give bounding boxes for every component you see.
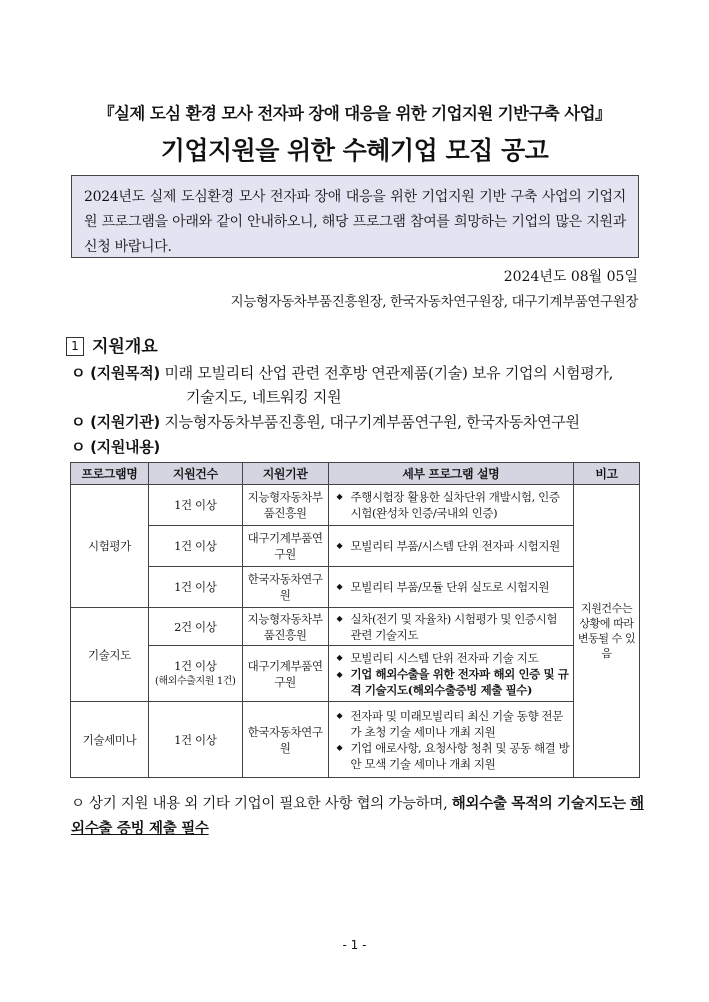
desc-cell [328, 567, 574, 608]
issuer-list: 지능형자동차부품진흥원장, 한국자동차연구원장, 대구기계부품연구원장 [230, 294, 638, 310]
desc-item: ◆ 모빌리티 부품/시스템 단위 전자파 시험지원 [351, 538, 571, 554]
table-row [71, 567, 640, 608]
closing-text: 상기 지원 내용 외 기타 기업이 필요한 사항 협의 가능하며, [89, 796, 448, 812]
page-title: 기업지원을 위한 수혜기업 모집 공고 [160, 136, 549, 165]
count-cell: 1건 이상 [148, 526, 242, 567]
closing-bold: 해외수출 목적의 기술지도는 [451, 796, 626, 812]
header-remark: 비고 [574, 463, 640, 485]
intro-box: 2024년도 실제 도심환경 모사 전자파 장애 대응을 위한 기업지원 기반 구축 사업의 기업지원 프로그램을 아래와 같이 안내하오니, 해당 프로그램 참여를 희망하는 기업의 많은 지원과 신청 바랍니다. [71, 175, 639, 258]
program-cell: 시험평가 [71, 485, 149, 608]
table-row [71, 608, 640, 646]
content-label: ㅇ (지원내용) [71, 438, 160, 456]
support-table [70, 462, 640, 778]
desc-item: ◆ 모빌리티 부품/모듈 단위 실도로 시험지원 [351, 579, 571, 595]
desc-item: ◆ 실차(전기 및 자율차) 시험평가 및 인증시험 관련 기술지도 [351, 611, 571, 643]
desc-item: ◆ 전자파 및 미래모빌리티 최신 기술 동향 전문가 초청 기술 세미나 개최 지원 [351, 708, 571, 740]
agency-label: ㅇ (지원기관) [71, 413, 160, 431]
purpose-label: ㅇ (지원목적) [71, 364, 160, 382]
page-number: - 1 - [342, 938, 367, 952]
count-note: (해외수출지원 1건) [154, 675, 236, 687]
announcement-date: 2024년도 08월 05일 [503, 269, 638, 285]
closing-note [71, 792, 651, 842]
purpose-text: 미래 모빌리티 산업 관련 전후방 연관제품(기술) 보유 기업의 시험평가, [164, 364, 614, 382]
table-row [71, 702, 640, 778]
desc-cell [328, 526, 574, 567]
agency-cell: 한국자동차연구원 [242, 702, 328, 778]
desc-cell [328, 646, 574, 702]
desc-cell [328, 608, 574, 646]
count-cell: 2건 이상 [148, 608, 242, 646]
desc-item: ◆ 주행시험장 활용한 실차단위 개발시험, 인증시험(완성차 인증/국내외 인증) [351, 489, 571, 521]
count-value: 1건 이상 [174, 658, 217, 673]
content-line [71, 436, 160, 457]
program-subtitle: 『실제 도심 환경 모사 전자파 장애 대응을 위한 기업지원 기반구축 사업』 [98, 104, 611, 123]
desc-cell [328, 702, 574, 778]
closing-required: 해외수출 증빙 제출 필수 [71, 796, 644, 837]
table-row [71, 526, 640, 567]
header-program: 프로그램명 [71, 463, 149, 485]
section-heading [66, 332, 158, 357]
agency-text: 지능형자동차부품진흥원, 대구기계부품연구원, 한국자동차연구원 [164, 413, 580, 431]
desc-item: ◆ 기업 애로사항, 요청사항 청취 및 공동 해결 방안 모색 기술 세미나 개최 지원 [351, 740, 571, 772]
agency-cell: 지능형자동차부품진흥원 [242, 608, 328, 646]
remark-cell: 지원건수는 상황에 따라 변동될 수 있음 [574, 485, 640, 778]
agency-cell: 대구기계부품연구원 [242, 526, 328, 567]
table-row [71, 646, 640, 702]
section-title: 지원개요 [92, 337, 158, 357]
agency-cell: 지능형자동차부품진흥원 [242, 485, 328, 526]
desc-item: ◆ 모빌리티 시스템 단위 전자파 기술 지도 [351, 650, 571, 666]
count-cell: 1건 이상 [148, 702, 242, 778]
agency-cell: 한국자동차연구원 [242, 567, 328, 608]
table-row [71, 485, 640, 526]
count-cell: 1건 이상 [148, 567, 242, 608]
program-cell: 기술세미나 [71, 702, 149, 778]
table-header-row [71, 463, 640, 485]
header-count: 지원건수 [148, 463, 242, 485]
program-cell: 기술지도 [71, 608, 149, 702]
section-number: 1 [66, 337, 84, 356]
agency-cell: 대구기계부품연구원 [242, 646, 328, 702]
purpose-line [71, 362, 613, 383]
count-cell: 1건 이상 [148, 485, 242, 526]
header-desc: 세부 프로그램 설명 [328, 463, 574, 485]
closing-marker: ㅇ [71, 796, 85, 812]
header-agency: 지원기관 [242, 463, 328, 485]
count-cell [148, 646, 242, 702]
agency-line [71, 411, 580, 432]
purpose-text-cont: 기술지도, 네트워킹 지원 [186, 388, 342, 406]
desc-cell [328, 485, 574, 526]
desc-item-bold: ◆ 기업 해외수출을 위한 전자파 해외 인증 및 규격 기술지도(해외수출증빙 제출 필수) [351, 666, 571, 698]
